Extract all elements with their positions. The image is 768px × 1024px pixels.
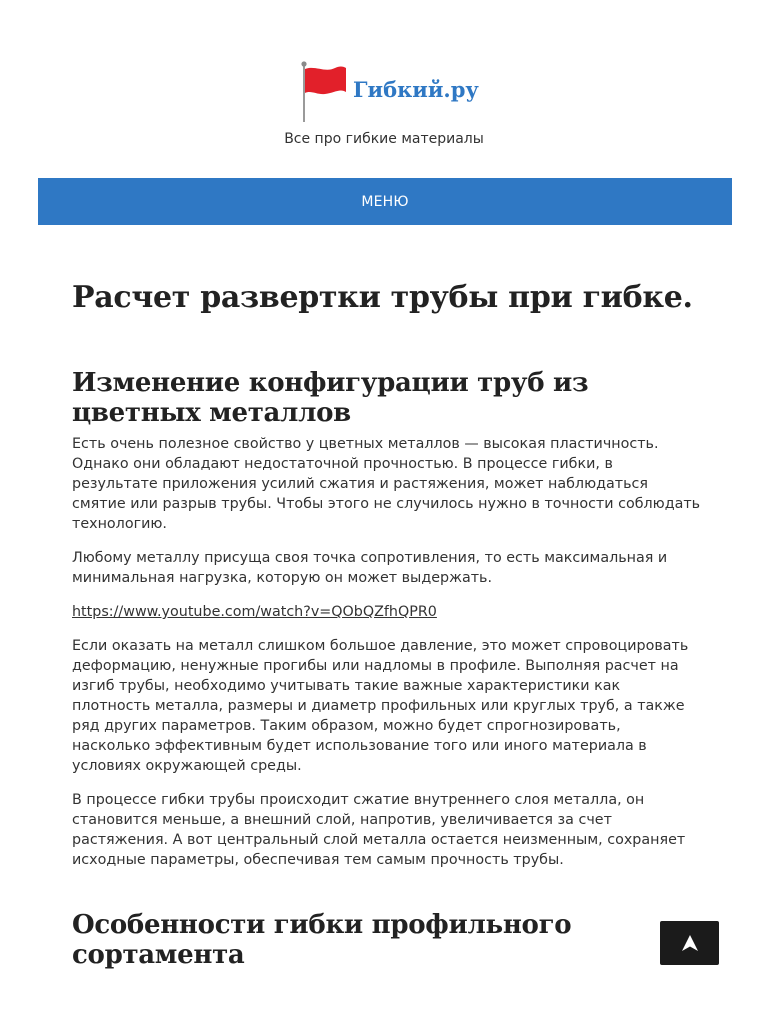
site-tagline: Все про гибкие материалы [284,131,484,147]
paragraph: Если оказать на металл слишком большое давление, это может спровоцировать деформацию, ненужные прогибы или надломы в профиле. Выполняя расчет на изгиб трубы, необходимо учитывать такие важные характеристики как плотность металла, размеры и диаметр профильных или круглых труб, а также ряд других параметров. Таким образом, можно будет спрогнозировать, насколько эффективным будет использование того или иного материала в условиях окружающей среды. [72,638,689,774]
paragraph: В процессе гибки трубы происходит сжатие внутреннего слоя металла, он становится меньше, а внешний слой, напротив, увеличивается за счет растяжения. А вот центральный слой металла остается неизменным, сохраняет исходные параметры, обеспечивая тем самым прочность трубы. [72,792,686,868]
flag-icon [298,60,350,124]
section-heading: Особенности гибки профильного сортамента [72,910,572,970]
paragraph: Любому металлу присуща своя точка сопротивления, то есть максимальная и минимальная нагрузка, которую он может выдержать. [72,550,668,586]
scroll-to-top-button[interactable] [660,921,719,965]
menu-toggle-button[interactable] [38,178,732,225]
page-title: Расчет развертки трубы при гибке. [72,280,693,315]
paragraph: Есть очень полезное свойство у цветных металлов — высокая пластичность. Однако они обладают недостаточной прочностью. В процессе гибки, в результате приложения усилий сжатия и растяжения, может наблюдаться смятие или разрыв трубы. Чтобы этого не случилось нужно в точности соблюдать технологию. [72,436,701,532]
site-logo[interactable] [298,60,488,124]
site-header [0,0,768,178]
arrow-up-icon [680,933,700,953]
menu-label: МЕНЮ [361,193,409,210]
section-heading: Изменение конфигурации труб из цветных металлов [72,368,589,428]
article-content [72,276,702,970]
video-link[interactable]: https://www.youtube.com/watch?v=QObQZfhQPR0 [72,604,437,620]
site-logo-text: Гибкий.ру [353,77,479,102]
